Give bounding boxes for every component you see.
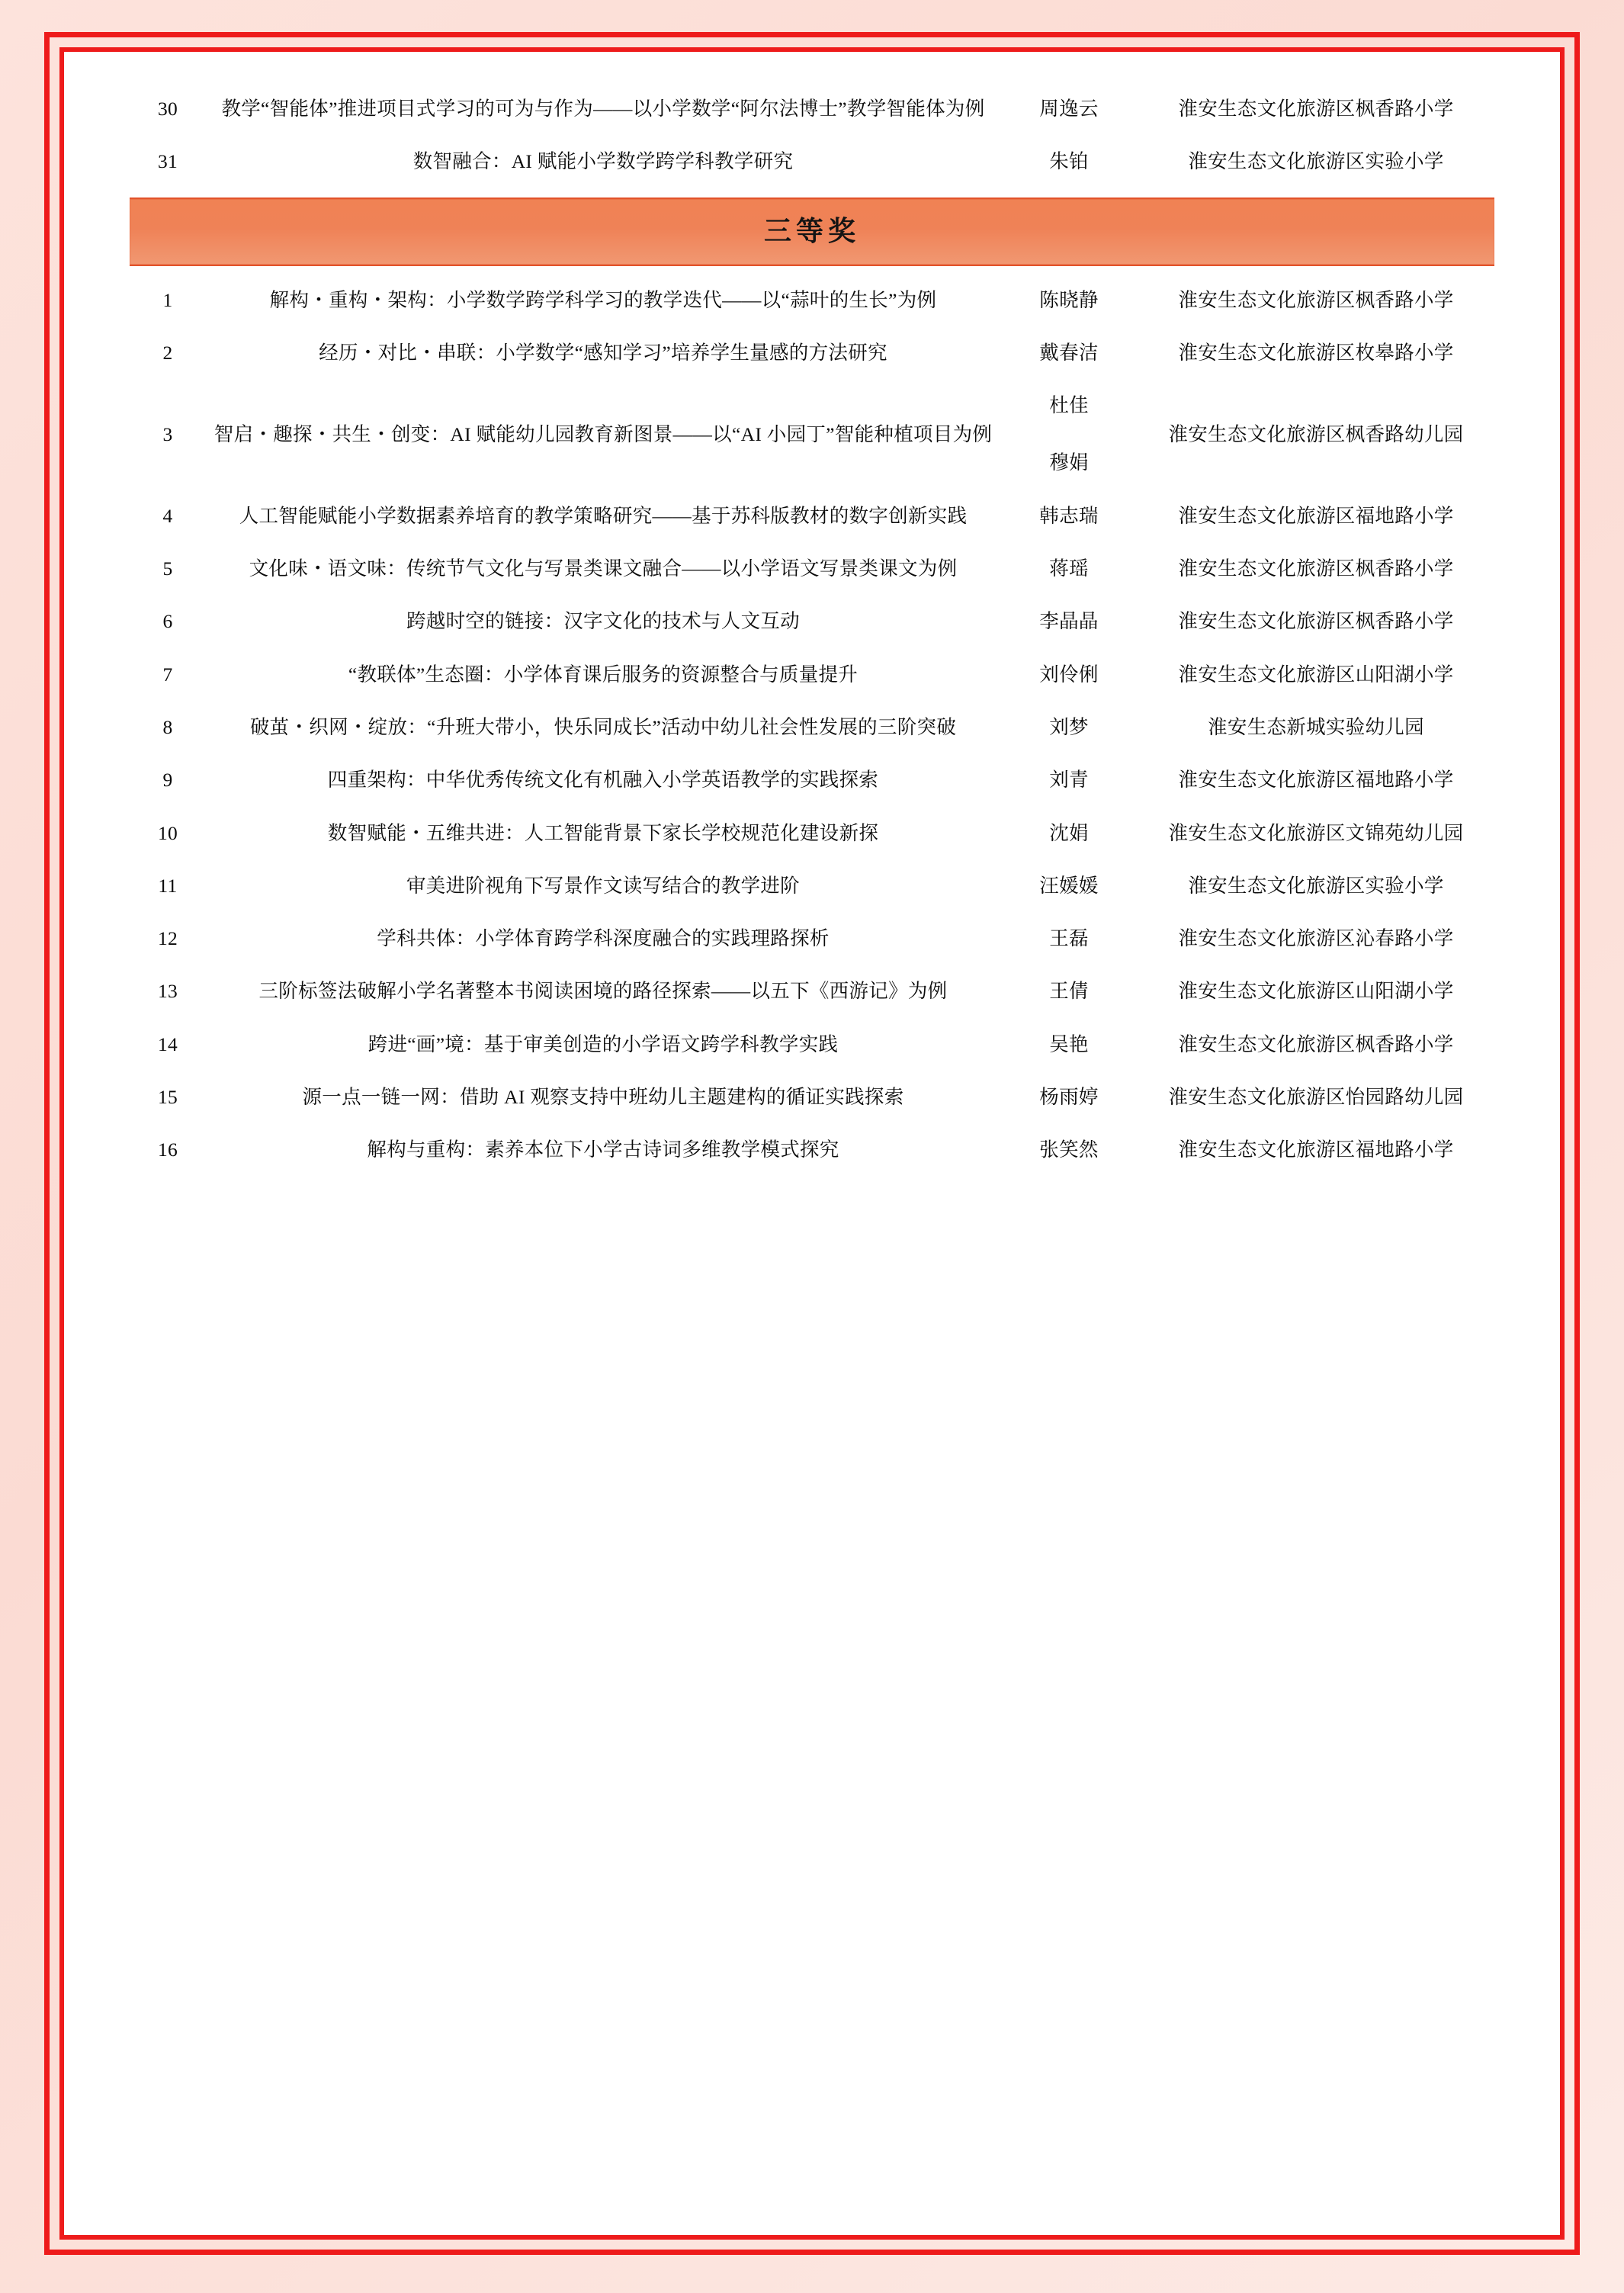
row-index-cell: 15 bbox=[157, 1086, 178, 1109]
row-index-cell: 8 bbox=[162, 715, 173, 738]
row-school-cell: 淮安生态文化旅游区枚皋路小学 bbox=[1178, 341, 1454, 364]
row-author-cell bbox=[1000, 82, 1138, 135]
document-content-area bbox=[64, 52, 1560, 2235]
row-school-cell: 淮安生态文化旅游区沁春路小学 bbox=[1178, 927, 1454, 950]
row-index-cell: 7 bbox=[162, 663, 173, 686]
section-banner-label: 三等奖 bbox=[763, 215, 860, 247]
row-title-cell: 解构・重构・架构：小学数学跨学科学习的教学迭代——以“蒜叶的生长”为例 bbox=[269, 288, 937, 311]
row-index-cell: 30 bbox=[157, 98, 178, 120]
row-author-cell bbox=[1000, 274, 1138, 326]
row-school-cell: 淮安生态文化旅游区实验小学 bbox=[1188, 874, 1444, 897]
author-name: 刘梦 bbox=[1049, 715, 1089, 738]
author-name: 刘伶俐 bbox=[1039, 663, 1099, 686]
row-index-cell: 6 bbox=[162, 610, 173, 633]
table-row bbox=[130, 379, 1494, 490]
row-index-cell: 1 bbox=[162, 288, 173, 311]
author-name: 朱铂 bbox=[1049, 150, 1089, 173]
row-author-cell bbox=[1000, 135, 1138, 188]
row-author-cell bbox=[1000, 490, 1138, 542]
row-author-cell bbox=[1000, 1018, 1138, 1071]
row-school-cell: 淮安生态文化旅游区枫香路小学 bbox=[1178, 610, 1454, 633]
row-author-cell bbox=[1000, 753, 1138, 806]
author-name: 穆娟 bbox=[1049, 451, 1089, 474]
row-school-cell: 淮安生态文化旅游区山阳湖小学 bbox=[1178, 980, 1454, 1003]
author-name: 汪媛媛 bbox=[1039, 874, 1099, 897]
row-title-cell: 经历・对比・串联：小学数学“感知学习”培养学生量感的方法研究 bbox=[319, 341, 887, 364]
third-prize-banner bbox=[130, 198, 1494, 266]
row-index-cell: 3 bbox=[162, 422, 173, 445]
table-row bbox=[130, 1123, 1494, 1176]
table-row bbox=[130, 912, 1494, 965]
author-name: 张笑然 bbox=[1039, 1138, 1099, 1161]
row-index-cell: 12 bbox=[157, 927, 178, 950]
row-title-cell: 跨进“画”境：基于审美创造的小学语文跨学科教学实践 bbox=[367, 1032, 839, 1055]
table-row bbox=[130, 1071, 1494, 1123]
table-row bbox=[130, 807, 1494, 859]
row-title-cell: 解构与重构：素养本位下小学古诗词多维教学模式探究 bbox=[367, 1138, 839, 1161]
row-school-cell: 淮安生态文化旅游区福地路小学 bbox=[1178, 504, 1454, 527]
table-row bbox=[130, 274, 1494, 326]
row-title-cell: “教联体”生态圈：小学体育课后服务的资源整合与质量提升 bbox=[348, 663, 859, 686]
row-title-cell: 智启・趣探・共生・创变：AI 赋能幼儿园教育新图景——以“AI 小园丁”智能种植项目为例 bbox=[213, 422, 993, 445]
table-row bbox=[130, 595, 1494, 647]
row-title-cell: 数智赋能・五维共进：人工智能背景下家长学校规范化建设新探 bbox=[327, 821, 879, 844]
row-school-cell: 淮安生态文化旅游区怡园路幼儿园 bbox=[1168, 1086, 1464, 1109]
author-name: 沈娟 bbox=[1049, 821, 1089, 844]
author-name: 王倩 bbox=[1049, 980, 1089, 1003]
row-index-cell: 11 bbox=[158, 874, 178, 897]
section-banner-row bbox=[130, 188, 1494, 274]
row-author-cell bbox=[1000, 807, 1138, 859]
table-row bbox=[130, 648, 1494, 701]
row-index-cell: 2 bbox=[162, 341, 173, 364]
row-title-cell: 审美进阶视角下写景作文读写结合的教学进阶 bbox=[406, 874, 800, 897]
author-name: 吴艳 bbox=[1049, 1032, 1089, 1055]
row-author-cell bbox=[1000, 595, 1138, 647]
table-row bbox=[130, 326, 1494, 379]
row-index-cell: 16 bbox=[157, 1138, 178, 1161]
author-name: 韩志瑞 bbox=[1039, 504, 1099, 527]
table-row bbox=[130, 753, 1494, 806]
row-school-cell: 淮安生态文化旅游区文锦苑幼儿园 bbox=[1168, 821, 1464, 844]
table-row bbox=[130, 1018, 1494, 1071]
author-name: 陈晓静 bbox=[1039, 288, 1099, 311]
row-school-cell: 淮安生态文化旅游区枫香路小学 bbox=[1178, 1032, 1454, 1055]
author-name: 蒋瑶 bbox=[1049, 557, 1089, 580]
row-title-cell: 跨越时空的链接：汉字文化的技术与人文互动 bbox=[406, 610, 800, 633]
author-name: 杨雨婷 bbox=[1039, 1086, 1099, 1109]
row-school-cell: 淮安生态文化旅游区山阳湖小学 bbox=[1178, 663, 1454, 686]
table-row bbox=[130, 542, 1494, 595]
award-list-table bbox=[130, 82, 1494, 1177]
row-author-cell bbox=[1000, 326, 1138, 379]
row-author-cell bbox=[1000, 965, 1138, 1017]
row-author-cell bbox=[1000, 1071, 1138, 1123]
section-banner-cell bbox=[130, 188, 1494, 274]
row-school-cell: 淮安生态文化旅游区实验小学 bbox=[1188, 150, 1444, 173]
table-row bbox=[130, 82, 1494, 135]
row-author-cell bbox=[1000, 1123, 1138, 1176]
author-name: 戴春洁 bbox=[1039, 341, 1099, 364]
table-row bbox=[130, 965, 1494, 1017]
row-school-cell: 淮安生态新城实验幼儿园 bbox=[1208, 715, 1424, 738]
table-row bbox=[130, 490, 1494, 542]
row-school-cell: 淮安生态文化旅游区福地路小学 bbox=[1178, 769, 1454, 792]
row-school-cell: 淮安生态文化旅游区枫香路幼儿园 bbox=[1168, 422, 1464, 445]
author-name: 王磊 bbox=[1049, 927, 1089, 950]
row-index-cell: 14 bbox=[157, 1032, 178, 1055]
table-row bbox=[130, 859, 1494, 912]
row-index-cell: 31 bbox=[157, 150, 178, 173]
row-title-cell: 教学“智能体”推进项目式学习的可为与作为——以小学数学“阿尔法博士”教学智能体为例 bbox=[221, 98, 985, 120]
row-title-cell: 源一点一链一网：借助 AI 观察支持中班幼儿主题建构的循证实践探索 bbox=[302, 1086, 904, 1109]
row-school-cell: 淮安生态文化旅游区枫香路小学 bbox=[1178, 98, 1454, 120]
row-school-cell: 淮安生态文化旅游区枫香路小学 bbox=[1178, 288, 1454, 311]
row-index-cell: 4 bbox=[162, 504, 173, 527]
row-author-cell bbox=[1000, 379, 1138, 490]
row-author-cell bbox=[1000, 859, 1138, 912]
row-index-cell: 10 bbox=[157, 821, 178, 844]
row-author-cell bbox=[1000, 701, 1138, 753]
row-author-cell bbox=[1000, 648, 1138, 701]
row-title-cell: 人工智能赋能小学数据素养培育的教学策略研究——基于苏科版教材的数字创新实践 bbox=[239, 504, 968, 527]
row-author-cell bbox=[1000, 542, 1138, 595]
author-name: 刘青 bbox=[1049, 769, 1089, 792]
row-title-cell: 学科共体：小学体育跨学科深度融合的实践理路探析 bbox=[377, 927, 830, 950]
row-title-cell: 四重架构：中华优秀传统文化有机融入小学英语教学的实践探索 bbox=[327, 769, 879, 792]
row-title-cell: 数智融合：AI 赋能小学数学跨学科教学研究 bbox=[412, 150, 794, 173]
author-name: 周逸云 bbox=[1039, 98, 1099, 120]
row-title-cell: 文化味・语文味：传统节气文化与写景类课文融合——以小学语文写景类课文为例 bbox=[249, 557, 958, 580]
table-row bbox=[130, 135, 1494, 188]
row-index-cell: 5 bbox=[162, 557, 173, 580]
row-title-cell: 三阶标签法破解小学名著整本书阅读困境的路径探索——以五下《西游记》为例 bbox=[258, 980, 948, 1003]
row-index-cell: 13 bbox=[157, 980, 178, 1003]
row-school-cell: 淮安生态文化旅游区福地路小学 bbox=[1178, 1138, 1454, 1161]
row-author-cell bbox=[1000, 912, 1138, 965]
row-title-cell: 破茧・织网・绽放：“升班大带小，快乐同成长”活动中幼儿社会性发展的三阶突破 bbox=[249, 715, 957, 738]
row-school-cell: 淮安生态文化旅游区枫香路小学 bbox=[1178, 557, 1454, 580]
row-index-cell: 9 bbox=[162, 769, 173, 792]
table-row bbox=[130, 701, 1494, 753]
author-name: 杜佳 bbox=[1049, 394, 1089, 417]
author-name: 李晶晶 bbox=[1039, 610, 1099, 633]
